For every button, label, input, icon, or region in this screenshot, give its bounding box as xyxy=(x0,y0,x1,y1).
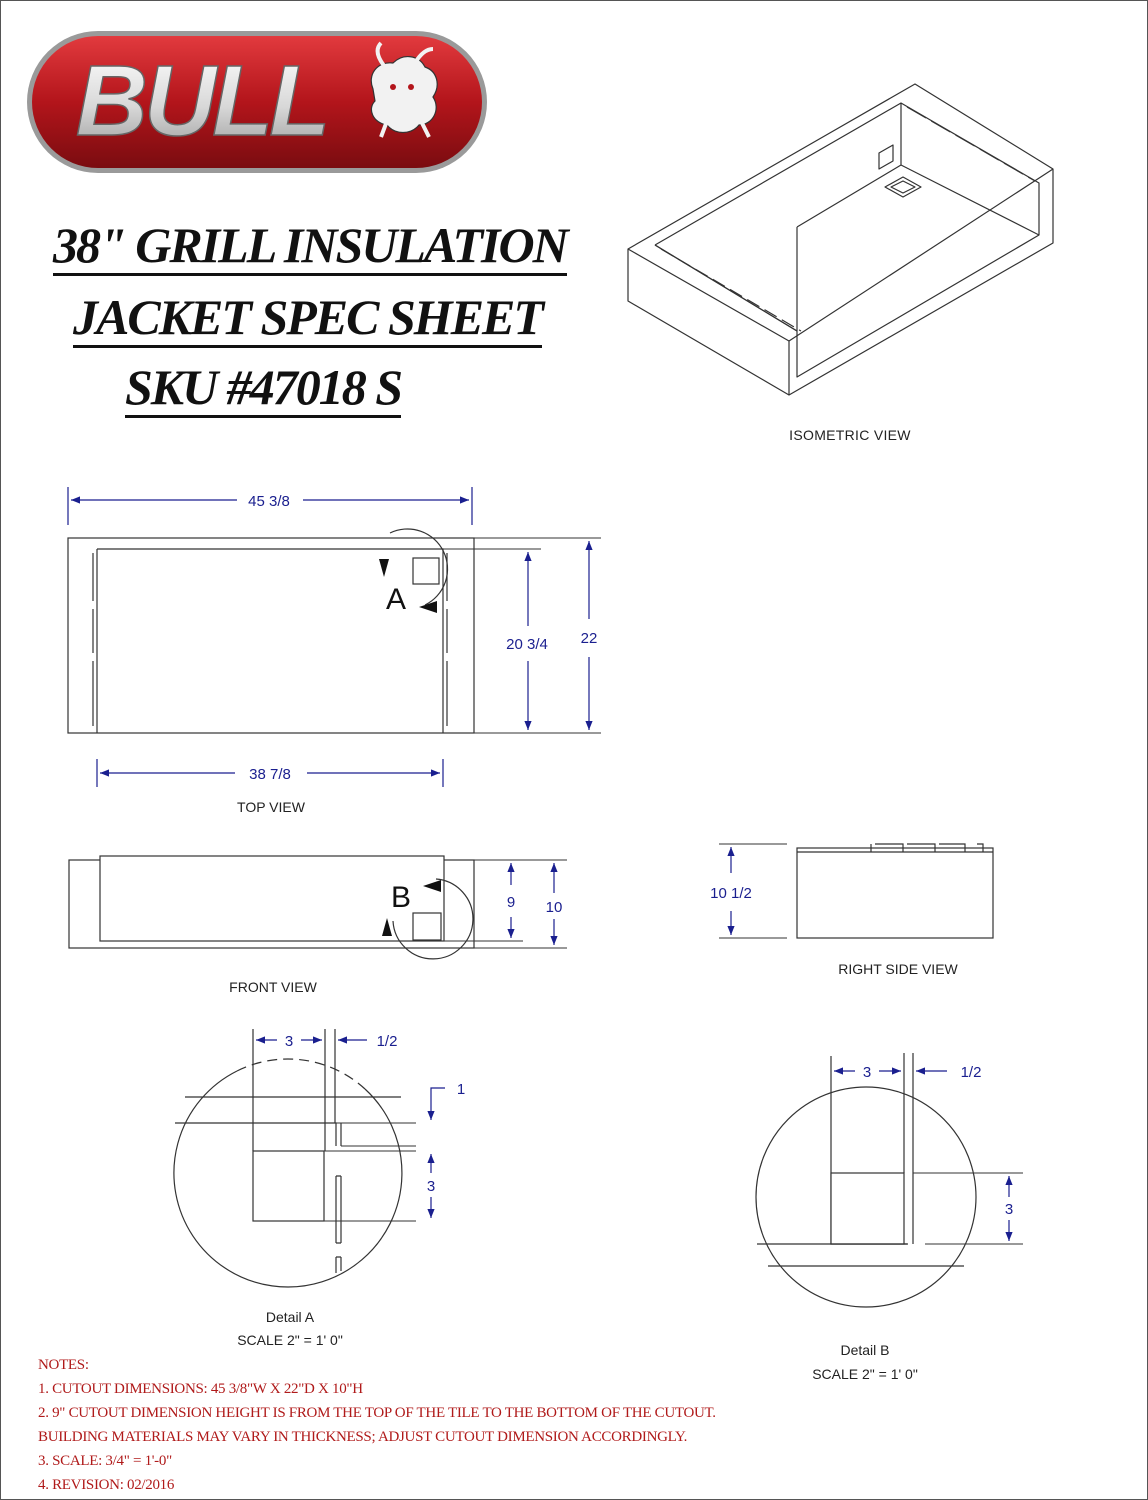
detail-b-label: Detail B xyxy=(840,1342,890,1358)
right-side-view-label: RIGHT SIDE VIEW xyxy=(838,961,958,977)
dim-detail-b-wall: 1/2 xyxy=(960,1064,982,1081)
dim-detail-a-wall: 1/2 xyxy=(376,1033,398,1050)
detail-a-label: Detail A xyxy=(265,1309,315,1325)
callout-b: B xyxy=(390,881,412,914)
dim-top-inner-width: 38 7/8 xyxy=(249,766,291,783)
dim-detail-a-height: 3 xyxy=(426,1178,436,1195)
dim-detail-b-height: 3 xyxy=(1004,1201,1014,1218)
right-side-view xyxy=(719,844,993,938)
dim-detail-b-width: 3 xyxy=(862,1064,872,1081)
title-line-1: 38" GRILL INSULATION xyxy=(53,217,567,276)
dim-top-depth: 22 xyxy=(580,630,598,647)
detail-b-scale: SCALE 2" = 1' 0" xyxy=(812,1366,918,1382)
dim-top-width: 45 3/8 xyxy=(248,493,290,510)
note-3: 3. SCALE: 3/4" = 1'-0" xyxy=(38,1453,172,1469)
bull-logo xyxy=(27,31,487,173)
dim-detail-a-offset: 1 xyxy=(456,1081,466,1098)
dim-front-cutout: 9 xyxy=(506,894,516,911)
note-4: 4. REVISION: 02/2016 xyxy=(38,1477,175,1493)
note-1: 1. CUTOUT DIMENSIONS: 45 3/8"W X 22"D X 10"H xyxy=(38,1381,363,1397)
top-view xyxy=(68,529,601,733)
callout-a: A xyxy=(385,583,407,616)
note-2: 2. 9" CUTOUT DIMENSION HEIGHT IS FROM THE TOP OF THE TILE TO THE BOTTOM OF THE CUTOUT. xyxy=(38,1405,716,1421)
notes-section xyxy=(38,1353,716,1497)
top-view-label: TOP VIEW xyxy=(237,799,305,815)
dim-side-height: 10 1/2 xyxy=(710,885,752,902)
notes-header: NOTES: xyxy=(38,1357,89,1373)
technical-drawing xyxy=(1,1,1147,1499)
detail-a-scale: SCALE 2" = 1' 0" xyxy=(237,1332,343,1348)
front-view xyxy=(69,856,567,959)
dim-front-height: 10 xyxy=(545,899,563,916)
title-line-2: JACKET SPEC SHEET xyxy=(73,289,542,348)
isometric-view xyxy=(628,84,1053,395)
detail-a xyxy=(174,1029,416,1287)
detail-b xyxy=(756,1053,1023,1307)
title-line-3: SKU #47018 S xyxy=(125,359,401,418)
logo-wordmark: BULL xyxy=(75,45,327,157)
dim-top-inner-depth: 20 3/4 xyxy=(506,636,548,653)
front-view-label: FRONT VIEW xyxy=(229,979,317,995)
dim-detail-a-width: 3 xyxy=(284,1033,294,1050)
isometric-view-label: ISOMETRIC VIEW xyxy=(789,427,911,443)
note-2-continued: BUILDING MATERIALS MAY VARY IN THICKNESS; ADJUST CUTOUT DIMENSION ACCORDINGLY. xyxy=(38,1429,688,1445)
